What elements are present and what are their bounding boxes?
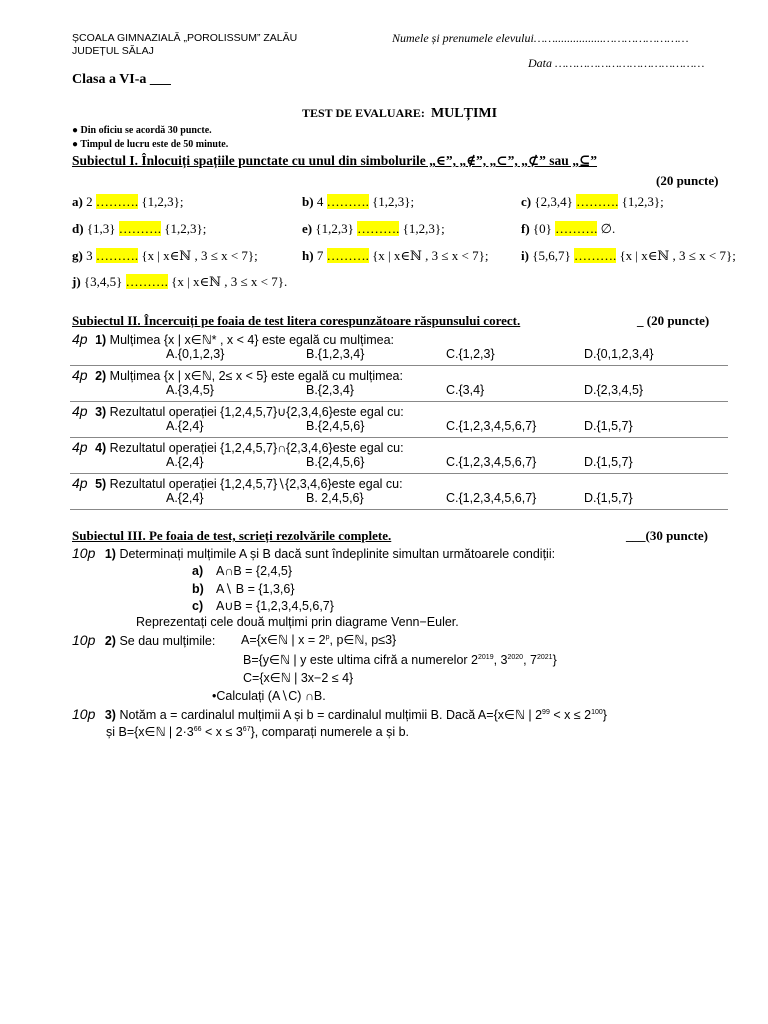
s2-question-number: 5) — [95, 477, 107, 491]
s1-item-label: h) — [302, 248, 314, 263]
s3-q1-cond-a — [192, 564, 292, 578]
s2-question-text: Mulțimea {x | x∈ℕ* , x < 4} este egală cu mulțimea: — [109, 333, 395, 347]
s1-blank: ………. — [326, 194, 369, 209]
s3-q3-points: 10p — [72, 706, 96, 722]
s1-item-label: j) — [72, 274, 81, 289]
s2-option[interactable]: A.{2,4} — [166, 455, 204, 469]
s3-q2-number: 2) — [104, 634, 116, 648]
note-bonus: ● Din oficiu se acordă 30 puncte. — [72, 125, 212, 136]
s1-item — [72, 221, 206, 237]
s1-item-left: 3 — [86, 248, 93, 263]
s1-item — [521, 194, 664, 210]
s2-question-text: Mulțimea {x | x∈ℕ, 2≤ x < 5} este egală cu mulțimea: — [109, 369, 403, 383]
s2-question-points: 4p — [72, 367, 88, 383]
s2-question — [72, 331, 394, 347]
s2-question-points: 4p — [72, 475, 88, 491]
s3-q2-points: 10p — [72, 632, 96, 648]
s1-item-label: d) — [72, 221, 84, 236]
s1-blank: ………. — [118, 221, 162, 236]
set-b-text: , 7 — [523, 653, 537, 667]
s3-q1-cond-b — [192, 581, 295, 596]
s2-question-points: 4p — [72, 403, 88, 419]
s1-item-left: {3,4,5} — [83, 274, 123, 289]
s2-option[interactable]: D.{0,1,2,3,4} — [584, 347, 654, 361]
s1-item — [302, 221, 445, 237]
s1-item-right: ∅. — [600, 221, 616, 236]
student-name-field: Numele și prenumele elevului……................…………………… — [392, 31, 689, 45]
s1-item-left: {2,3,4} — [534, 194, 573, 209]
s1-blank: ………. — [357, 221, 400, 236]
s2-option[interactable]: D.{1,5,7} — [584, 419, 633, 433]
q3-text: }, comparați numerele a și b. — [250, 725, 410, 739]
s2-option[interactable]: B.{2,3,4} — [306, 383, 354, 397]
s2-option[interactable]: C.{1,2,3,4,5,6,7} — [446, 491, 537, 505]
s2-option[interactable]: A.{3,4,5} — [166, 383, 214, 397]
s2-question-number: 1) — [95, 333, 107, 347]
s1-item — [72, 248, 258, 264]
s3-q2-intro: Se dau mulțimile: — [119, 634, 216, 648]
s3-q2-calc: •Calculați (A∖C) ∩B. — [212, 689, 326, 703]
s2-question-number: 3) — [95, 405, 107, 419]
s1-blank: ………. — [125, 274, 168, 289]
s2-option[interactable]: B.{1,2,3,4} — [306, 347, 365, 361]
s1-item — [72, 274, 287, 290]
s3-q2-set-a — [241, 632, 396, 647]
s2-question — [72, 475, 403, 491]
exponent: 2019 — [478, 653, 494, 661]
s3-q3-line1 — [72, 706, 607, 722]
s3-q1-points: 10p — [72, 545, 96, 561]
exponent: 100 — [591, 708, 603, 716]
s1-item-label: b) — [302, 194, 314, 209]
s1-blank: ………. — [95, 194, 139, 209]
s2-option[interactable]: C.{1,2,3,4,5,6,7} — [446, 455, 537, 469]
cond-text: A∪B = {1,2,3,4,5,6,7} — [216, 599, 334, 613]
s1-blank: ………. — [555, 221, 598, 236]
q3-text: și B={x∈ℕ | 2·3 — [106, 725, 194, 739]
s2-question-number: 4) — [95, 441, 107, 455]
page-title — [302, 106, 497, 122]
date-field: Data …………………………………… — [528, 56, 705, 70]
q3-text: } — [602, 708, 607, 722]
s1-item-label: e) — [302, 221, 313, 236]
s1-item-right: {x | x∈ℕ , 3 ≤ x < 7}; — [619, 248, 736, 263]
s1-item-left: 4 — [316, 194, 324, 209]
cond-label: b) — [192, 582, 204, 596]
s1-item-left: {0} — [532, 221, 552, 236]
note-time: ● Timpul de lucru este de 50 minute. — [72, 139, 229, 150]
s3-q1-footer: Reprezentați cele două mulțimi prin diagrame Venn−Euler. — [136, 615, 459, 629]
s2-option[interactable]: B. 2,4,5,6} — [306, 491, 364, 505]
s3-q3-number: 3) — [104, 708, 116, 722]
s1-item-right: {x | x∈ℕ , 3 ≤ x < 7}; — [372, 248, 489, 263]
set-b-text: , 3 — [493, 653, 508, 667]
s1-item-right: {1,2,3}; — [372, 194, 415, 209]
s1-item — [521, 248, 736, 264]
s3-heading: Subiectul III. Pe foaia de test, scrieți rezolvările complete. — [72, 528, 392, 543]
s1-points: (20 puncte) — [656, 173, 719, 188]
class-label: Clasa a VI-a ___ — [72, 72, 171, 87]
s1-item — [72, 194, 183, 210]
exponent: 99 — [542, 708, 550, 716]
s1-item — [302, 194, 414, 210]
exponent: 66 — [193, 725, 202, 733]
s1-item — [521, 221, 615, 237]
set-b-text-end: } — [552, 653, 557, 667]
s3-q2-set-c: C={x∈ℕ | 3x−2 ≤ 4} — [243, 671, 354, 685]
s2-option[interactable]: A.{2,4} — [166, 491, 204, 505]
s2-option[interactable]: C.{3,4} — [446, 383, 485, 397]
divider — [70, 437, 728, 438]
s1-item-right: {1,2,3}; — [402, 221, 445, 236]
cond-text: A∖ B = {1,3,6} — [216, 582, 295, 596]
s2-question-number: 2) — [95, 369, 107, 383]
s2-question-points: 4p — [72, 439, 88, 455]
s3-q1-text: Determinați mulțimile A și B dacă sunt îndeplinite simultan următoarele condiții: — [119, 547, 556, 561]
s3-q2 — [72, 632, 215, 648]
divider — [70, 509, 728, 510]
s2-question — [72, 367, 403, 383]
q3-text: < x ≤ 3 — [201, 725, 243, 739]
q3-text: Notăm a = cardinalul mulțimii A și b = cardinalul mulțimii B. Dacă A={x∈ℕ | 2 — [119, 708, 543, 722]
s2-option[interactable]: C.{1,2,3,4,5,6,7} — [446, 419, 537, 433]
s1-blank: ………. — [326, 248, 369, 263]
s1-item-label: a) — [72, 194, 83, 209]
cond-label: a) — [192, 564, 204, 578]
cond-label: c) — [192, 599, 204, 613]
q3-text: < x ≤ 2 — [549, 708, 592, 722]
s1-item-right: {x | x∈ℕ , 3 ≤ x < 7}; — [141, 248, 258, 263]
s2-option[interactable]: B.{2,4,5,6} — [306, 419, 365, 433]
s2-option[interactable]: A.{2,4} — [166, 419, 204, 433]
s2-option[interactable]: B.{2,4,5,6} — [306, 455, 365, 469]
s2-option[interactable]: D.{2,3,4,5} — [584, 383, 644, 397]
exponent: 2021 — [536, 653, 553, 661]
divider — [70, 401, 728, 402]
s2-option[interactable]: C.{1,2,3} — [446, 347, 495, 361]
s1-item-left: {1,3} — [86, 221, 116, 236]
s3-q2-set-b — [243, 652, 557, 667]
exponent: 67 — [242, 725, 251, 733]
s3-q1 — [72, 545, 555, 561]
county-name: JUDEȚUL SĂLAJ — [72, 45, 154, 57]
set-a-exponent: p — [325, 633, 330, 641]
s1-item-right: {1,2,3}; — [621, 194, 664, 209]
title-prefix: TEST DE EVALUARE: — [302, 106, 425, 120]
s1-item — [302, 248, 488, 264]
s3-q1-number: 1) — [104, 547, 116, 561]
s3-points: ___(30 puncte) — [626, 528, 708, 543]
s2-option[interactable]: D.{1,5,7} — [584, 455, 633, 469]
s2-points: _ (20 puncte) — [637, 313, 710, 328]
s3-q3-line2 — [106, 724, 409, 739]
s1-blank: ………. — [95, 248, 139, 263]
s2-question-points: 4p — [72, 331, 88, 347]
s1-item-label: c) — [521, 194, 532, 209]
s1-item-label: i) — [521, 248, 529, 263]
s2-heading: Subiectul II. Încercuiți pe foaia de test litera corespunzătoare răspunsului corect. — [72, 313, 521, 328]
set-a-text: A={x∈ℕ | x = 2 — [241, 633, 326, 647]
s1-item-label: g) — [72, 248, 83, 263]
s2-question — [72, 439, 404, 455]
s2-question — [72, 403, 404, 419]
school-name: ȘCOALA GIMNAZIALĂ „POROLISSUM” ZALĂU — [72, 32, 298, 44]
divider — [70, 473, 728, 474]
title-topic: MULȚIMI — [430, 106, 498, 121]
s1-item-right: {1,2,3}; — [164, 221, 207, 236]
cond-text: A∩B = {2,4,5} — [216, 564, 293, 578]
s1-item-left: {1,2,3} — [315, 221, 354, 236]
set-b-text: B={y∈ℕ | y este ultima cifră a numerelor 2 — [243, 653, 479, 667]
s1-item-right: {x | x∈ℕ , 3 ≤ x < 7}. — [171, 274, 288, 289]
s1-item-left: {5,6,7} — [532, 248, 571, 263]
s2-option[interactable]: D.{1,5,7} — [584, 491, 633, 505]
s2-question-text: Rezultatul operației {1,2,4,5,7}∩{2,3,4,6}este egal cu: — [109, 441, 404, 455]
s1-item-left: 7 — [316, 248, 324, 263]
s2-question-text: Rezultatul operației {1,2,4,5,7}∖{2,3,4,6}este egal cu: — [109, 477, 403, 491]
s3-q1-cond-c — [192, 598, 334, 613]
exponent: 2020 — [507, 653, 524, 661]
s1-blank: ………. — [573, 248, 617, 263]
divider — [70, 365, 728, 366]
s1-blank: ………. — [576, 194, 619, 209]
set-a-text-end: , p∈ℕ, p≤3} — [329, 633, 397, 647]
s1-heading: Subiectul I. Înlocuiți spațiile punctate cu unul din simbolurile „∈”, „∉”, „⊂”, „⊄” sau „⊆” — [72, 153, 598, 168]
s1-item-left: 2 — [86, 194, 93, 209]
s2-option[interactable]: A.{0,1,2,3} — [166, 347, 225, 361]
s1-item-right: {1,2,3}; — [141, 194, 184, 209]
s2-question-text: Rezultatul operației {1,2,4,5,7}∪{2,3,4,6}este egal cu: — [109, 405, 404, 419]
s1-item-label: f) — [521, 221, 530, 236]
